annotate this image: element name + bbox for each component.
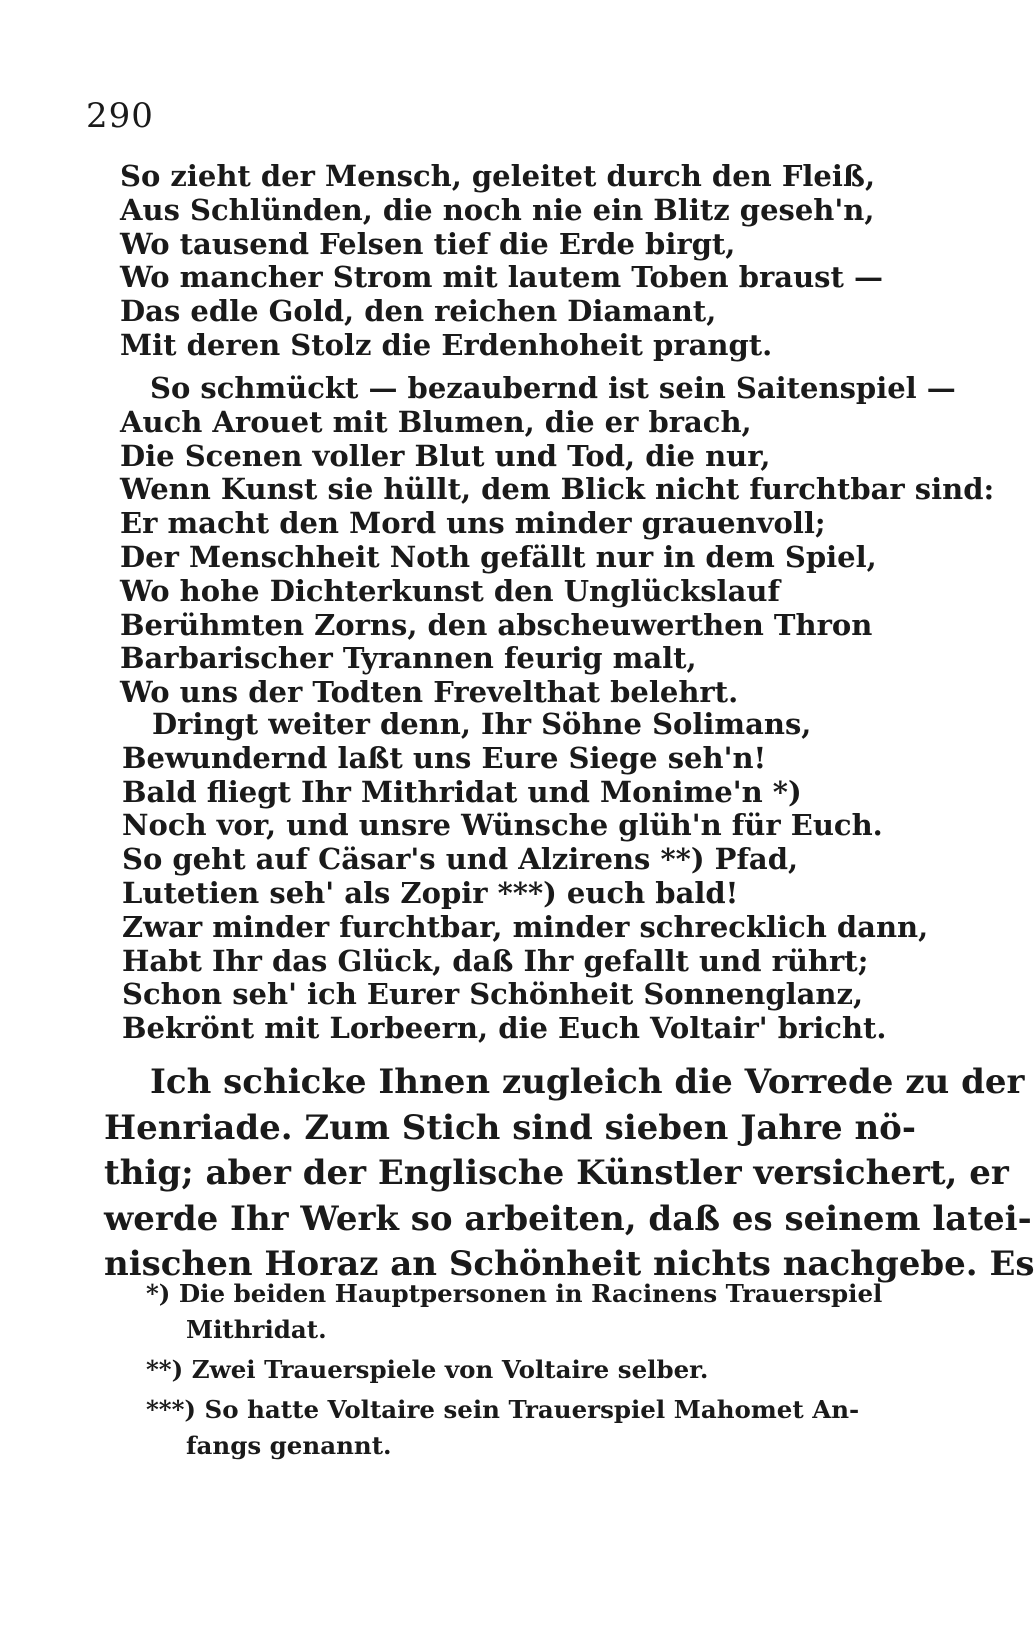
prose-line: Ich schicke Ihnen zugleich die Vorrede zu der [150, 1062, 1025, 1102]
footnote-3: ***) So hatte Voltaire sein Trauerspiel Mahomet An- [146, 1395, 860, 1424]
poem-stanza-2 [120, 372, 994, 710]
verse-line: So schmückt — bezaubernd ist sein Saitenspiel — [150, 371, 956, 405]
footnotes [146, 1276, 883, 1464]
prose-line: werde Ihr Werk so arbeiten, daß es seinem latei- [104, 1198, 1032, 1239]
verse-line: Zwar minder furchtbar, minder schrecklich dann, [122, 909, 929, 944]
verse-line: Wo tausend Felsen tief die Erde birgt, [120, 226, 736, 261]
verse-line: Dringt weiter denn, Ihr Söhne Solimans, [152, 707, 812, 741]
footnote-1-continuation: Mithridat. [186, 1315, 327, 1344]
page-number: 290 [86, 96, 154, 136]
verse-line: Die Scenen voller Blut und Tod, die nur, [120, 438, 771, 473]
verse-line: Wo hohe Dichterkunst den Unglückslauf [120, 573, 780, 608]
verse-line: Schon seh' ich Eurer Schönheit Sonnenglanz, [122, 977, 864, 1012]
verse-line: Lutetien seh' als Zopir ***) euch bald! [122, 875, 739, 910]
verse-line: Aus Schlünden, die noch nie ein Blitz geseh'n, [120, 192, 875, 227]
verse-line: So zieht der Mensch, geleitet durch den Fleiß, [120, 159, 876, 193]
verse-line: Wo uns der Todten Frevelthat belehrt. [120, 675, 739, 710]
verse-line: Das edle Gold, den reichen Diamant, [120, 294, 717, 329]
verse-line: Noch vor, und unsre Wünsche glüh'n für Euch. [122, 808, 883, 843]
verse-line: Wenn Kunst sie hüllt, dem Blick nicht furchtbar sind: [120, 472, 995, 507]
poem-stanza-3 [122, 708, 928, 1046]
verse-line: Barbarischer Tyrannen feurig malt, [120, 641, 697, 676]
verse-line: Habt Ihr das Glück, daß Ihr gefallt und rührt; [122, 943, 869, 978]
prose-paragraph [104, 1060, 1035, 1288]
verse-line: Bald fliegt Ihr Mithridat und Monime'n *) [122, 774, 802, 809]
verse-line: Er macht den Mord uns minder grauenvoll; [120, 506, 826, 541]
footnote-3-continuation: fangs genannt. [186, 1431, 392, 1460]
prose-line: thig; aber der Englische Künstler versichert, er [104, 1153, 1009, 1193]
prose-line: nischen Horaz an Schönheit nichts nachgebe. Es [104, 1244, 1035, 1284]
verse-line: Auch Arouet mit Blumen, die er brach, [120, 404, 752, 439]
verse-line: Mit deren Stolz die Erdenhoheit prangt. [120, 327, 773, 362]
verse-line: So geht auf Cäsar's und Alzirens **) Pfad, [122, 842, 799, 877]
prose-line: Henriade. Zum Stich sind sieben Jahre nö- [104, 1107, 916, 1148]
verse-line: Berühmten Zorns, den abscheuwerthen Thron [120, 607, 873, 642]
verse-line: Bekrönt mit Lorbeern, die Euch Voltair' bricht. [122, 1011, 887, 1046]
poem-stanza-1 [120, 160, 883, 363]
footnote-2: **) Zwei Trauerspiele von Voltaire selber. [146, 1355, 709, 1384]
footnote-1: *) Die beiden Hauptpersonen in Racinens Trauerspiel [146, 1279, 883, 1308]
verse-line: Bewundernd laßt uns Eure Siege seh'n! [122, 740, 767, 775]
verse-line: Wo mancher Strom mit lautem Toben braust — [120, 260, 883, 295]
verse-line: Der Menschheit Noth gefällt nur in dem Spiel, [120, 539, 877, 574]
